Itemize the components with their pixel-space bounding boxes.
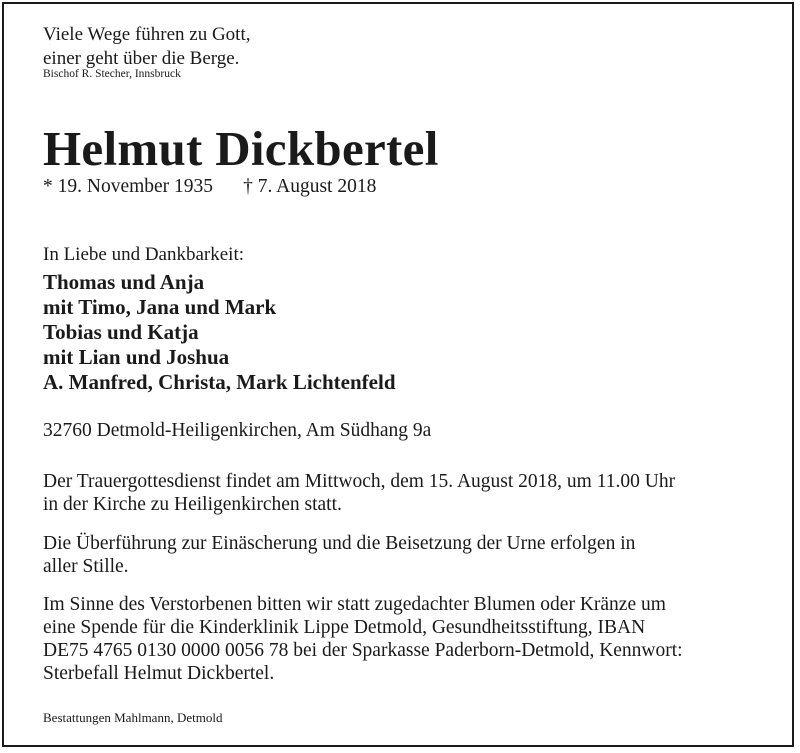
undertaker: Bestattungen Mahlmann, Detmold <box>43 710 223 725</box>
paragraph-line: aller Stille. <box>43 556 129 577</box>
mourner-line: mit Lian und Joshua <box>43 345 230 369</box>
mourners-list <box>43 270 396 395</box>
mourner-line: Thomas und Anja <box>43 270 205 294</box>
paragraph-line: Die Überführung zur Einäscherung und die Beisetzung der Urne erfolgen in <box>43 533 636 554</box>
death-date: † 7. August 2018 <box>243 176 377 197</box>
mourner-line: mit Timo, Jana und Mark <box>43 295 277 319</box>
paragraph-line: Im Sinne des Verstorbenen bitten wir statt zugedachter Blumen oder Kränze um <box>43 594 666 615</box>
paragraph-line: Sterbefall Helmut Dickbertel. <box>43 663 275 684</box>
service-paragraph <box>43 470 763 516</box>
birth-date: * 19. November 1935 <box>43 176 214 197</box>
address: 32760 Detmold-Heiligenkirchen, Am Südhang 9a <box>43 420 432 441</box>
donation-paragraph <box>43 593 763 685</box>
quote <box>43 23 251 71</box>
paragraph-line: Der Trauergottesdienst findet am Mittwoch, dem 15. August 2018, um 11.00 Uhr <box>43 471 676 492</box>
paragraph-line: in der Kirche zu Heiligenkirchen statt. <box>43 494 342 515</box>
paragraph-line: eine Spende für die Kinderklinik Lippe Detmold, Gesundheitsstiftung, IBAN <box>43 617 646 638</box>
quote-line: Viele Wege führen zu Gott, <box>43 24 251 45</box>
paragraph-line: DE75 4765 0130 0000 0056 78 bei der Sparkasse Paderborn-Detmold, Kennwort: <box>43 640 683 661</box>
transfer-paragraph <box>43 532 763 578</box>
mourner-line: A. Manfred, Christa, Mark Lichtenfeld <box>43 370 396 394</box>
life-dates <box>43 176 376 198</box>
mourner-line: Tobias und Katja <box>43 320 199 344</box>
mourning-intro: In Liebe und Dankbarkeit: <box>43 244 245 265</box>
quote-line: einer geht über die Berge. <box>43 48 240 69</box>
deceased-name: Helmut Dickbertel <box>43 121 439 176</box>
quote-author: Bischof R. Stecher, Innsbruck <box>43 68 181 80</box>
